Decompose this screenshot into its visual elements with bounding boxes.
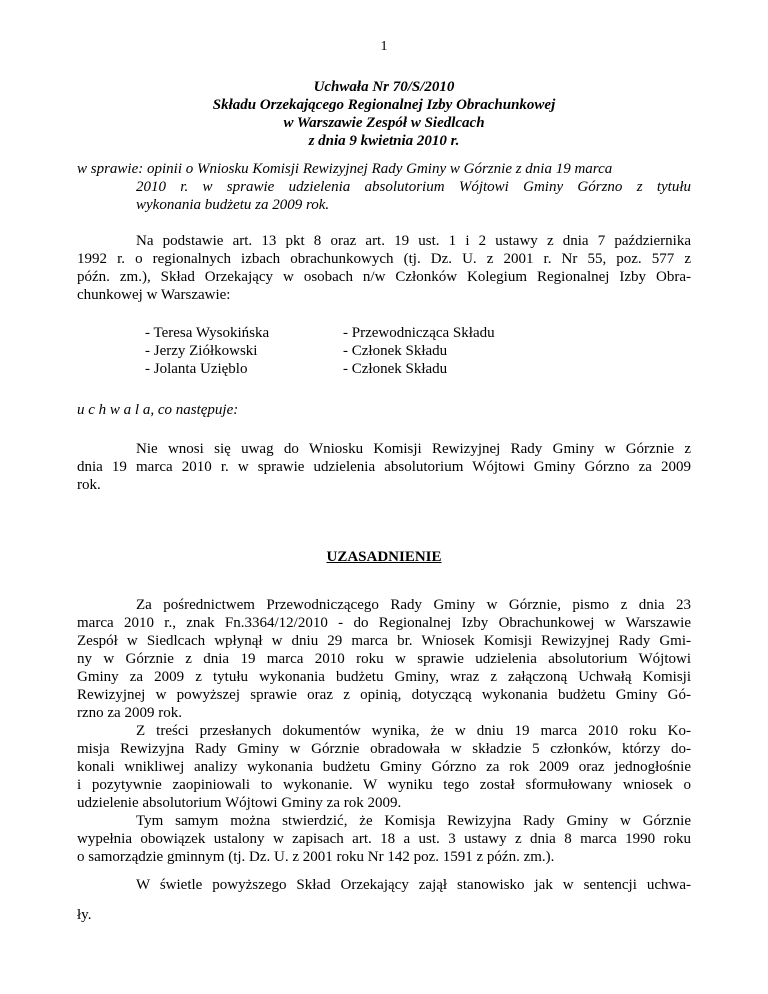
justification-line: Gminy za 2009 z tytułu wykonania budżetu Gminy, wraz z załączoną Uchwałą Komisji — [77, 669, 691, 685]
justification-line: udzielenie absolutorium Wójtowi Gminy za rok 2009. — [77, 795, 402, 811]
justification-line: Z treści przesłanych dokumentów wynika, że w dniu 19 marca 2010 roku Ko- — [136, 723, 691, 739]
title-line-3: w Warszawie Zespół w Siedlcach — [283, 115, 485, 131]
justification-line: Za pośrednictwem Przewodniczącego Rady Gminy w Górznie, pismo z dnia 23 — [136, 597, 691, 613]
subject-line-1: w sprawie: opinii o Wniosku Komisji Rewizyjnej Rady Gminy w Górznie z dnia 19 marca — [77, 161, 613, 177]
justification-line: Tym samym można stwierdzić, że Komisja Rewizyjna Rady Gminy w Górznie — [136, 813, 691, 829]
justification-heading: UZASADNIENIE — [326, 549, 442, 565]
justification-line: Zespół w Siedlcach wpłynął w dniu 29 marca br. Wniosek Komisji Rewizyjnej Rady Gmi- — [77, 633, 691, 649]
title-line-1: Uchwała Nr 70/S/2010 — [313, 79, 455, 95]
justification-line: konali wnikliwej analizy wykonania budżetu Gminy Górzno za rok 2009 oraz jednogłośnie — [77, 759, 691, 775]
member-row — [145, 324, 625, 342]
member-name: - Jolanta Uzięblo — [145, 361, 248, 377]
justification-line: rzno za 2009 rok. — [77, 705, 182, 721]
member-role: - Członek Składu — [343, 343, 448, 359]
basis-line-2: 1992 r. o regionalnych izbach obrachunkowych (tj. Dz. U. z 2001 r. Nr 55, poz. 577 z — [77, 251, 691, 267]
decision-line-1: Nie wnosi się uwag do Wniosku Komisji Rewizyjnej Rady Gminy w Górznie z — [136, 441, 691, 457]
justification-line: Rewizyjnej w powyższej sprawie oraz z opinią, dotyczącą wykonania budżetu Gminy Gó- — [77, 687, 691, 703]
justification-line: marca 2010 r., znak Fn.3364/12/2010 - do Regionalnej Izby Obrachunkowej w Warszawie — [77, 615, 691, 631]
conclusion-line-1: W świetle powyższego Skład Orzekający zajął stanowisko jak w sentencji uchwa- — [136, 877, 691, 893]
conclusion-line-2: ły. — [77, 907, 92, 923]
basis-line-3: późn. zm.), Skład Orzekający w osobach n/w Członków Kolegium Regionalnej Izby Obra- — [77, 269, 691, 285]
page-number: 1 — [380, 39, 388, 54]
panel-members-list — [145, 324, 625, 378]
decision-line-3: rok. — [77, 477, 101, 493]
justification-paragraph-1 — [77, 596, 691, 866]
member-role: - Przewodnicząca Składu — [343, 325, 495, 341]
decision-line-2: dnia 19 marca 2010 r. w sprawie udzielenia absolutorium Wójtowi Gminy Górzno za 2009 — [77, 459, 691, 475]
justification-line: ny w Górznie z dnia 19 marca 2010 roku w sprawie udzielenia absolutorium Wójtowi — [77, 651, 691, 667]
member-role: - Członek Składu — [343, 361, 448, 377]
subject-line-3: wykonania budżetu za 2009 rok. — [136, 197, 330, 213]
subject-section — [77, 160, 691, 214]
justification-line: o samorządzie gminnym (tj. Dz. U. z 2001 roku Nr 142 poz. 1591 z późn. zm.). — [77, 849, 555, 865]
legal-basis-paragraph — [77, 232, 691, 304]
justification-line: wypełnia obowiązek ustalony w zapisach art. 18 a ust. 3 ustawy z dnia 8 marca 1990 roku — [77, 831, 691, 847]
member-name: - Teresa Wysokińska — [145, 325, 270, 341]
member-row — [145, 360, 625, 378]
basis-line-1: Na podstawie art. 13 pkt 8 oraz art. 19 ust. 1 i 2 ustawy z dnia 7 października — [136, 233, 691, 249]
title-line-2: Składu Orzekającego Regionalnej Izby Obrachunkowej — [212, 97, 556, 113]
title-line-4: z dnia 9 kwietnia 2010 r. — [308, 133, 460, 149]
justification-line: i pozytywnie zaopiniowali to wykonanie. W wyniku tego został sformułowany wniosek o — [77, 777, 691, 793]
justification-line: misja Rewizyjna Rady Gminy w Górznie obradowała w składzie 5 członków, którzy do- — [77, 741, 691, 757]
decision-paragraph — [77, 440, 691, 494]
conclusion-paragraph — [77, 876, 691, 924]
resolution-title — [0, 78, 768, 150]
basis-line-4: chunkowej w Warszawie: — [77, 287, 231, 303]
member-name: - Jerzy Ziółkowski — [145, 343, 258, 359]
resolves-clause: u c h w a l a, co następuje: — [77, 402, 239, 418]
member-row — [145, 342, 625, 360]
subject-line-2: 2010 r. w sprawie udzielenia absolutorium Wójtowi Gminy Górzno z tytułu — [136, 179, 691, 195]
